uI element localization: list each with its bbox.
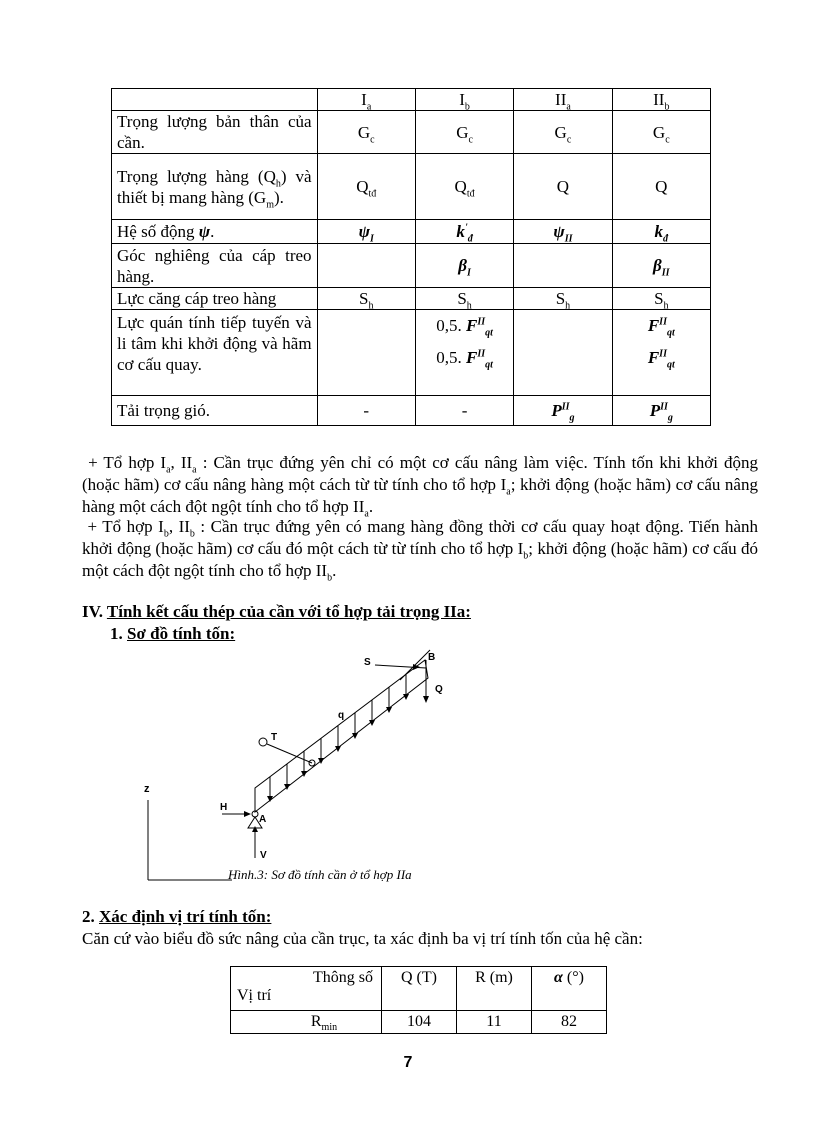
force-h-label: H <box>220 802 228 813</box>
table-row-label: Trọng lượng bản thân của cần. <box>112 111 318 154</box>
section-heading: IV. Tính kết cấu thép của cần với tổ hợp tải trọng IIa: <box>82 602 471 621</box>
table-header: $I_a$ <box>317 89 415 111</box>
table-header: $I_b$ <box>415 89 513 111</box>
table-row-label: Góc nghiêng của cáp treo hàng. <box>112 244 318 288</box>
paragraph-combination-a: + Tổ hợp $I_a$, $II_a$ : Cần trục đứng yên chỉ có một cơ cấu nâng làm việc. Tính tốn khi khởi động (hoặc hãm) cơ cấu nâng hàng một cách từ từ tính cho tổ hợp $I_a$; khởi động (hoặc hãm) cơ cấu nâng hàng một cách đột ngột tính cho tổ hợp $II_a$. <box>82 453 758 520</box>
distributed-load <box>270 674 406 798</box>
subsection-heading: 2. Xác định vị trí tính tốn: <box>82 907 272 926</box>
axis-z-label: z <box>144 783 150 795</box>
table-cell: 82 <box>532 1011 607 1034</box>
page-number: 7 <box>403 1054 413 1071</box>
table-row-label: Tải trọng gió. <box>112 396 318 426</box>
force-v-label: V <box>260 850 267 861</box>
cable-s-label: S <box>364 657 371 668</box>
paragraph-combination-b: + Tổ hợp $I_b$, $II_b$ : Cần trục đứng yên có mang hàng đồng thời cơ cấu quay hoạt động. Tiến hành khởi động (hoặc hãm) cơ cấu đó một cách từ từ tính cho tổ hợp $I_b$; khởi động (hoặc hãm) cơ cấu đó một cách đột ngột tính cho tổ hợp $II_b$. <box>82 517 758 584</box>
force-t-label: T <box>271 732 278 743</box>
column-header: α (°) <box>532 967 607 1011</box>
table-corner: Thông số Vị trí <box>231 967 382 1011</box>
column-header: Q (T) <box>382 967 457 1011</box>
table-row-label: Hệ số động ψ. <box>112 220 318 244</box>
subsection-heading: 1. Sơ đồ tính tốn: <box>110 624 236 643</box>
load-q-label: q <box>338 710 345 721</box>
table-row-label: Lực căng cáp treo hàng <box>112 288 318 310</box>
position-table <box>230 966 607 1034</box>
table-header: $II_a$ <box>514 89 612 111</box>
table-row-label: Lực quán tính tiếp tuyến và li tâm khi khởi động và hãm cơ cấu quay. <box>112 310 318 396</box>
paragraph-intro: Căn cứ vào biểu đồ sức nâng của cần trục, ta xác định ba vị trí tính tốn của hệ cần: <box>82 929 643 948</box>
table-header-empty <box>112 89 318 111</box>
figure-caption: Hình.3: Sơ đồ tính cần ở tổ hợp IIa <box>228 867 412 882</box>
table-header: $II_b$ <box>612 89 710 111</box>
load-combination-table: $I_a$ $I_b$ $II_a$ $II_b$ Trọng lượng bản thân của cần. $G_c$ $G_c$ $G_c$ $G_c$ Trọng lượng hàng $(Q_h)$ và thiết bị mang hàng $(G_m)$. $Q_{tđ}$ $Q_{tđ}$ Q Q Hệ số động ψ. $\psi_I$ $k'_đ$ $\psi_{II}$ $k_đ$ Góc nghiêng của cáp treo hàng. $\beta_I$ $\beta_{II}$ Lực căng cáp treo hàng $S_h$ $S_h$ $S_h$ $S_h$ Lực quán tính tiếp tuyến và li tâm khi khởi động và hãm cơ cấu quay. 0,5. $F^{II}_{qt}$ 0,5. $F^{II}_{qt}$ $F^{II}_{qt}$ $F^{II}_{qt}$ Tải trọng gió. - - $P^{II}_g$ $P^{II}_g$ <box>111 88 711 426</box>
table-cell: 11 <box>457 1011 532 1034</box>
force-q-label: Q <box>435 684 443 695</box>
table-cell: $R_{min}$ <box>231 1011 382 1034</box>
table-row-label: Trọng lượng hàng $(Q_h)$ và thiết bị mang hàng $(G_m)$. <box>112 154 318 220</box>
table-cell: 104 <box>382 1011 457 1034</box>
point-b-label: B <box>428 652 436 663</box>
boom-diagram <box>130 640 490 890</box>
point-a-label: A <box>259 814 267 825</box>
column-header: R (m) <box>457 967 532 1011</box>
